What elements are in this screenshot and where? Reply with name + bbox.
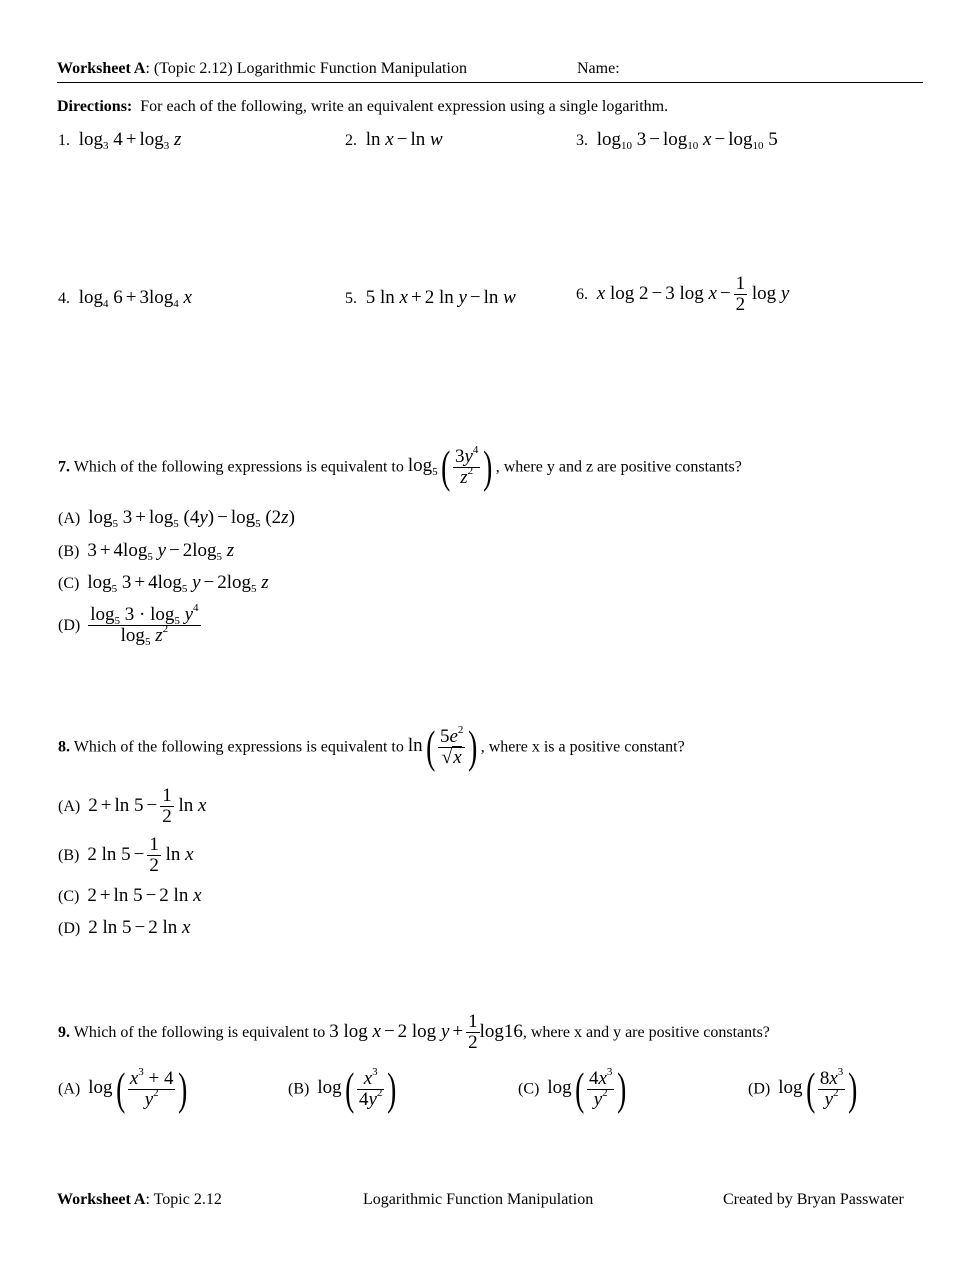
q7-choice-a[interactable]: (A) $\log_5 3 + \log_5 (4y) - \log_5 (2z)$ bbox=[58, 507, 295, 530]
directions-text: For each of the following, write an equivalent expression using a single logarithm. bbox=[140, 98, 669, 115]
problem-number: 6. bbox=[576, 285, 588, 303]
question-prompt: Which of the following expressions is equivalent to bbox=[73, 738, 404, 756]
q9-choice-d[interactable]: (D) log( $\frac{8x^3}{y^2}$ ) bbox=[748, 1063, 858, 1114]
q7-choice-c[interactable]: (C) $\log_5 3 + 4\log_5$ $y - 2\log_5$ z bbox=[58, 572, 269, 595]
choice-label: (A) bbox=[58, 1080, 81, 1098]
question-suffix: , where x is a positive constant? bbox=[480, 738, 685, 756]
choice-label: (A) bbox=[58, 510, 81, 527]
choice-label: (B) bbox=[288, 1080, 310, 1098]
worksheet-title-rest: : (Topic 2.12) Logarithmic Function Manipulation bbox=[145, 60, 467, 77]
worksheet-title-bold: Worksheet A bbox=[57, 60, 146, 77]
footer-left-rest: : Topic 2.12 bbox=[145, 1191, 222, 1208]
question-9: 9. Which of the following is equivalent to 3 log x − 2 log y + $\frac{1}{2}$ log16, where x and y are positive constants? bbox=[58, 1011, 770, 1053]
problem-1 bbox=[58, 129, 181, 151]
choice-label: (D) bbox=[748, 1080, 771, 1098]
question-suffix: , where y and z are positive constants? bbox=[495, 458, 742, 476]
choice-label: (C) bbox=[58, 888, 80, 905]
question-expression: 3 log x − 2 log y + $\frac{1}{2}$ log16 bbox=[329, 1011, 523, 1053]
question-7: 7. Which of the following expressions is equivalent to $\log_5$( $\frac{3y^4}{z^2}$ ) , where y and z are positive constants? bbox=[58, 441, 742, 492]
problem-2 bbox=[345, 129, 443, 151]
problem-expression: $\log_{10} 3 - \log_{10} x - \log_{10} 5$ bbox=[592, 129, 778, 152]
footer-left-bold: Worksheet A bbox=[57, 1191, 146, 1208]
q9-choice-c[interactable]: (C) log( $\frac{4x^3}{y^2}$ ) bbox=[518, 1063, 627, 1114]
header-rule bbox=[57, 82, 923, 83]
name-label: Name: bbox=[577, 60, 620, 77]
question-suffix: , where x and y are positive constants? bbox=[522, 1023, 770, 1041]
q7-choice-b[interactable]: (B) $3 + 4\log_5$ $y - 2\log_5$ z bbox=[58, 540, 235, 563]
q8-choice-c[interactable]: (C) 2 + ln 5 − 2 ln x bbox=[58, 885, 202, 906]
problem-expression: 5 ln x + 2 ln y − ln w bbox=[361, 287, 516, 308]
footer-right: Created by Bryan Passwater bbox=[723, 1191, 904, 1208]
question-number: 9 bbox=[58, 1023, 66, 1041]
directions bbox=[57, 98, 668, 116]
question-prompt: Which of the following is equivalent to bbox=[73, 1023, 326, 1041]
footer-left bbox=[57, 1191, 222, 1209]
question-number: 7 bbox=[58, 458, 66, 476]
choice-label: (D) bbox=[58, 920, 81, 937]
choice-label: (C) bbox=[58, 575, 80, 592]
choice-label: (B) bbox=[58, 543, 80, 560]
q8-choice-d[interactable]: (D) 2 ln 5 − 2 ln x bbox=[58, 917, 191, 938]
problem-number: 1. bbox=[58, 132, 70, 149]
q9-choice-a[interactable]: (A) log( $\frac{x^3 + 4}{y^2}$ ) bbox=[58, 1063, 188, 1114]
question-number: 8 bbox=[58, 738, 66, 756]
question-8: 8. Which of the following expressions is equivalent to ln( $\frac{5e^2}{√x}$ ) , where x is a positive constant? bbox=[58, 721, 685, 772]
footer-center: Logarithmic Function Manipulation bbox=[363, 1191, 594, 1208]
q8-choice-b[interactable]: (B) 2 ln 5 − $\frac{1}{2}$ ln x bbox=[58, 834, 194, 876]
q8-choice-a[interactable]: (A) 2 + ln 5 − $\frac{1}{2}$ ln x bbox=[58, 785, 207, 827]
problem-expression: $\log_3 4 + \log_3 z$ bbox=[74, 129, 182, 152]
problem-5 bbox=[345, 287, 516, 309]
problem-expression: x log 2 − 3 log x − $\frac{1}{2}$ log y bbox=[596, 273, 790, 315]
problem-expression: ln x − ln w bbox=[361, 129, 443, 150]
problem-3 bbox=[576, 129, 778, 151]
choice-label: (D) bbox=[58, 616, 81, 634]
q7-choice-d[interactable]: (D) $\frac{\log_5 3 \cdot \log_5 y^4}{\log_5 z^2}$ bbox=[58, 602, 199, 648]
question-expression: $\log_5$( $\frac{3y^4}{z^2}$ ) bbox=[407, 441, 493, 492]
problem-number: 5. bbox=[345, 290, 357, 307]
problem-number: 4. bbox=[58, 290, 70, 307]
problem-number: 3. bbox=[576, 132, 588, 149]
choice-label: (C) bbox=[518, 1080, 540, 1098]
problem-number: 2. bbox=[345, 132, 357, 149]
directions-label: Directions: bbox=[57, 98, 133, 115]
q9-choice-b[interactable]: (B) log( $\frac{x^3}{4y^2}$ ) bbox=[288, 1063, 397, 1114]
choice-label: (A) bbox=[58, 797, 81, 815]
question-prompt: Which of the following expressions is equivalent to bbox=[73, 458, 404, 476]
worksheet-title bbox=[57, 60, 467, 78]
problem-6 bbox=[576, 274, 789, 315]
problem-4 bbox=[58, 287, 192, 309]
choice-label: (B) bbox=[58, 846, 80, 864]
problem-expression: $\log_4 6 + 3\log_4$ x bbox=[74, 287, 192, 310]
question-expression: ln( $\frac{5e^2}{√x}$ ) bbox=[407, 721, 478, 772]
